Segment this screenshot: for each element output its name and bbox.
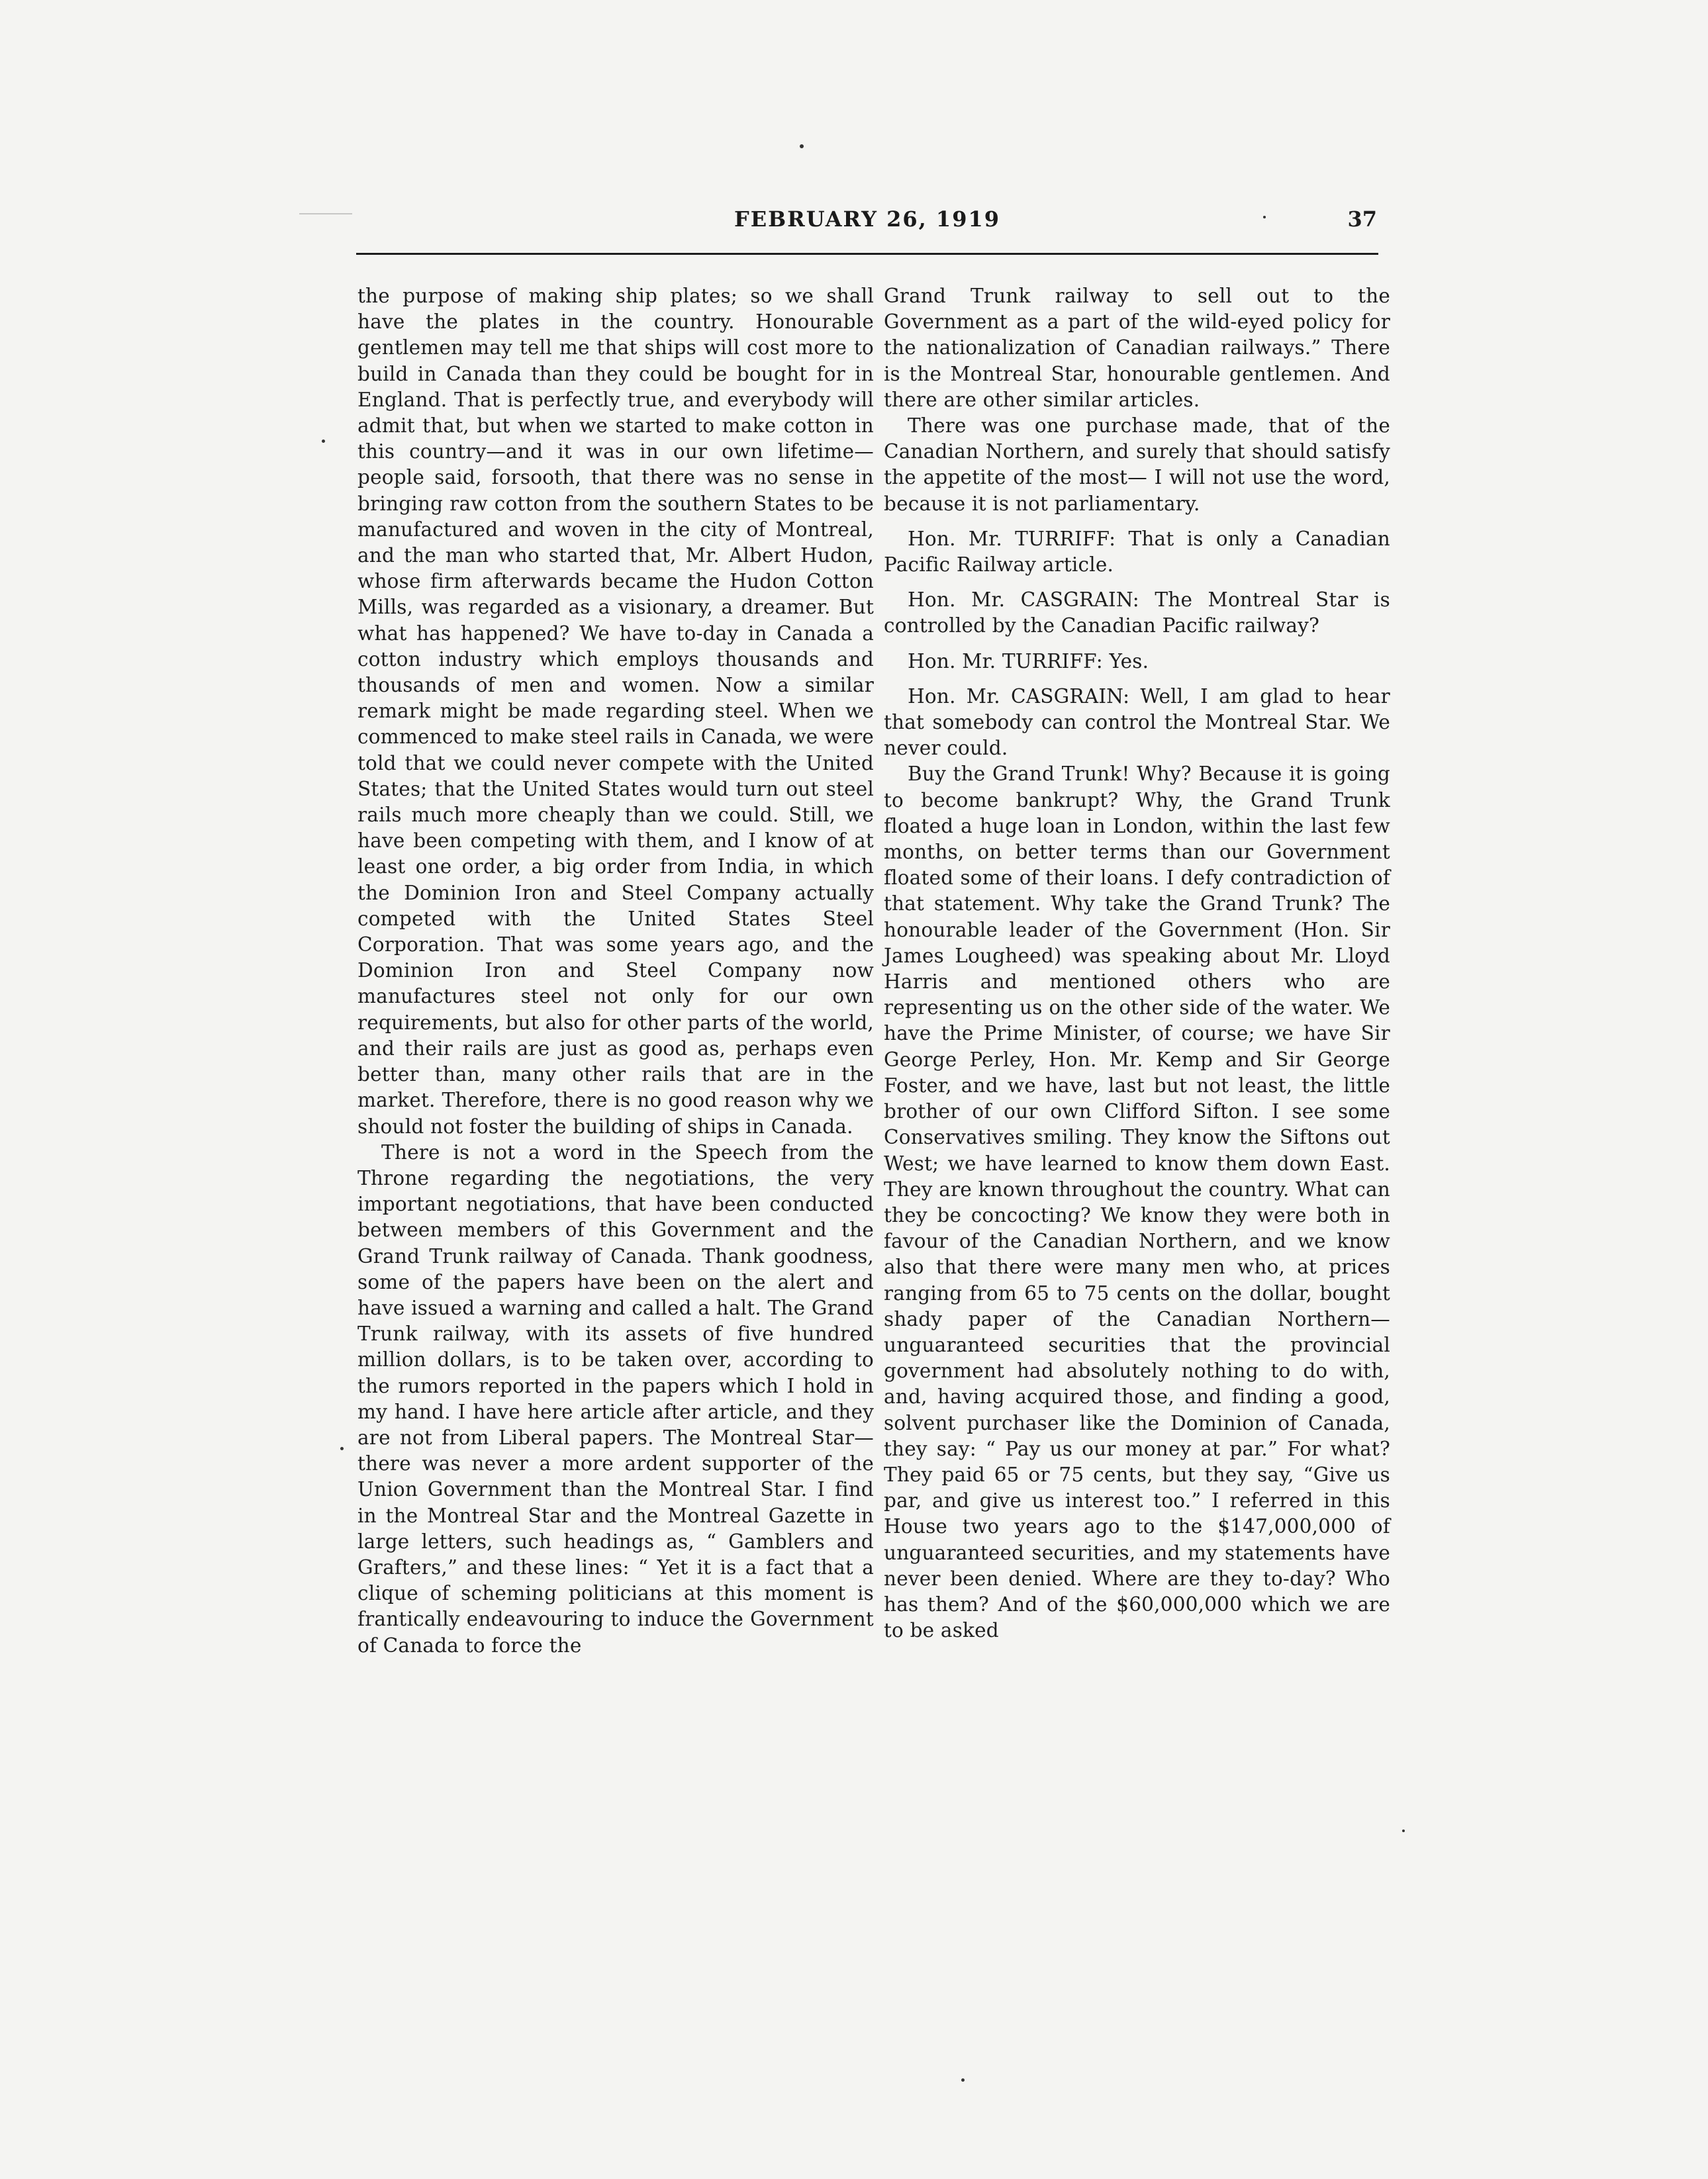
header-rule [356, 253, 1378, 255]
page-date: FEBRUARY 26, 1919 [734, 207, 1000, 232]
casgrain-reply: Hon. Mr. CASGRAIN: Well, I am glad to hear that somebody can control the Montreal Star. We never could. [884, 684, 1390, 760]
scan-speck [1402, 1830, 1405, 1832]
right-paragraph-2: There was one purchase made, that of the Canadian Northern, and surely that should satisfy the appetite of the most— I will not use the word, because it is not parliamentary. [884, 414, 1390, 515]
left-column [357, 283, 874, 1659]
scan-speck [800, 144, 804, 148]
scan-speck [1263, 216, 1266, 218]
left-paragraph-2: There is not a word in the Speech from the Throne regarding the negotiations, the very important negotiations, that have been conducted between members of this Government and the Grand Trunk railway of Canada. Thank goodness, some of the papers have been on the alert and have issued a warning and called a halt. The Grand Trunk railway, with its assets of five hundred million dollars, is to be taken over, according to the rumors reported in the papers which I hold in my hand. I have here article after article, and they are not from Liberal papers. The Montreal Star— there was never a more ardent supporter of the Union Government than the Montreal Star. I find in the Montreal Star and the Montreal Gazette in large letters, such headings as, “ Gamblers and Grafters,” and these lines: “ Yet it is a fact that a clique of scheming politicians at this moment is frantically endeavouring to induce the Government of Canada to force the [357, 1140, 874, 1657]
scan-speck [340, 1447, 344, 1450]
page-number: 37 [1347, 207, 1377, 232]
casgrain-speech: Buy the Grand Trunk! Why? Because it is going to become bankrupt? Why, the Grand Trunk floated a huge loan in London, within the last few months, on better terms than our Government floated some of their loans. I defy contradiction of that statement. Why take the Grand Trunk? The honourable leader of the Government (Hon. Sir James Lougheed) was speaking about Mr. Lloyd Harris and mentioned others who are representing us on the other side of the water. We have the Prime Minister, of course; we have Sir George Perley, Hon. Mr. Kemp and Sir George Foster, and we have, last but not least, the little brother of our own Clifford Sifton. I see some Conservatives smiling. They know the Siftons out West; we have learned to know them down East. They are known throughout the country. What can they be concocting? We know they were both in favour of the Canadian Northern, and we know also that there were many men who, at prices ranging from 65 to 75 cents on the dollar, bought shady paper of the Canadian Northern—unguaranteed securities that the provincial government had absolutely nothing to do with, and, having acquired those, and finding a good, solvent purchaser like the Dominion of Canada, they say: “ Pay us our money at par.” For what? They paid 65 or 75 cents, but they say, “Give us par, and give us interest too.” I referred in this House two years ago to the $147,000,000 of unguaranteed securities, and my statements have never been denied. Where are they to-day? Who has them? And of the $60,000,000 which we are to be asked [884, 763, 1390, 1642]
right-column [884, 283, 1390, 1644]
casgrain-question: Hon. Mr. CASGRAIN: The Montreal Star is controlled by the Canadian Pacific railway? [884, 588, 1390, 637]
scan-mark [299, 213, 352, 214]
scan-speck [322, 440, 325, 443]
turriff-remark-1: Hon. Mr. TURRIFF: That is only a Canadian Pacific Railway article. [884, 527, 1390, 577]
turriff-remark-2: Hon. Mr. TURRIFF: Yes. [908, 649, 1149, 672]
page-header [357, 207, 1377, 246]
scan-speck [961, 2078, 965, 2082]
left-paragraph-1: the purpose of making ship plates; so we shall have the plates in the country. Honourable gentlemen may tell me that ships will cost more to build in Canada than they could be bought for in England. That is perfectly true, and everybody will admit that, but when we started to make cotton in this country—and it was in our own lifetime—people said, forsooth, that there was no sense in bringing raw cotton from the southern States to be manufactured and woven in the city of Montreal, and the man who started that, Mr. Albert Hudon, whose firm afterwards became the Hudon Cotton Mills, was regarded as a visionary, a dreamer. But what has happened? We have to-day in Canada a cotton industry which employs thousands and thousands of men and women. Now a similar remark might be made regarding steel. When we commenced to make steel rails in Canada, we were told that we could never compete with the United States; that the United States would turn out steel rails much more cheaply than we could. Still, we have been competing with them, and I know of at least one order, a big order from India, in which the Dominion Iron and Steel Company actually competed with the United States Steel Corporation. That was some years ago, and the Dominion Iron and Steel Company now manufactures steel not only for our own requirements, but also for other parts of the world, and their rails are just as good as, perhaps even better than, many other rails that are in the market. Therefore, there is no good reason why we should not foster the building of ships in Canada. [357, 285, 874, 1138]
right-paragraph-1: Grand Trunk railway to sell out to the Government as a part of the wild-eyed policy for the nationalization of Canadian railways.” There is the Montreal Star, honourable gentlemen. And there are other similar articles. [884, 285, 1390, 411]
